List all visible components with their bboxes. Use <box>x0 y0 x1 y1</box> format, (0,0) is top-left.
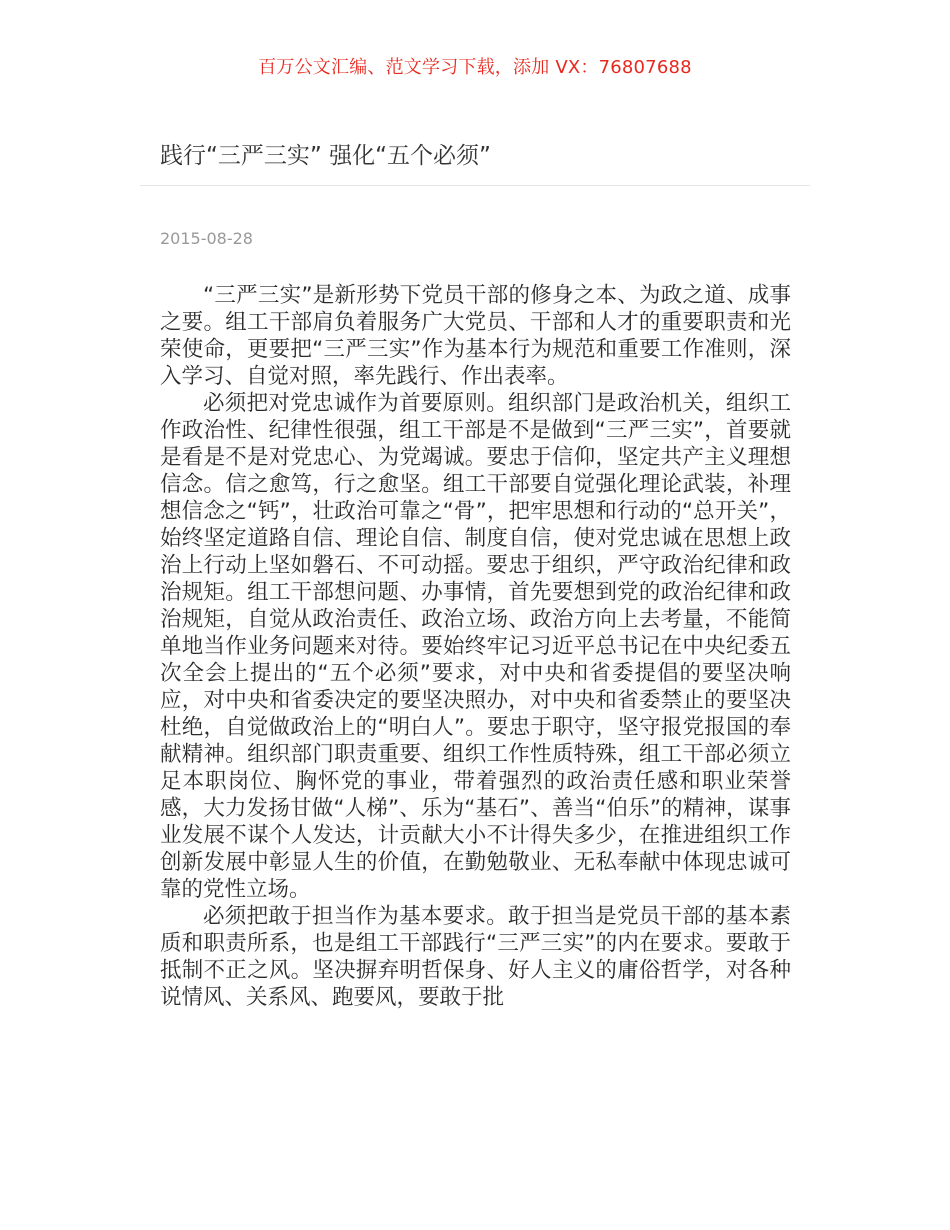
title-divider <box>140 185 810 186</box>
promo-banner: 百万公文汇编、范文学习下载，添加 VX：76807688 <box>258 57 692 78</box>
paragraph-loyalty: 必须把对党忠诚作为首要原则。组织部门是政治机关，组织工作政治性、纪律性很强，组工干部是不是做到“三严三实”，首要就是看是不是对党忠心、为党竭诚。要忠于信仰，坚定共产主义理想信念。信之愈笃，行之愈坚。组工干部要自觉强化理论武装，补理想信念之“钙”，壮政治可靠之“骨”，把牢思想和行动的“总开关”，始终坚定道路自信、理论自信、制度自信，使对党忠诚在思想上政治上行动上坚如磐石、不可动摇。要忠于组织，严守政治纪律和政治规矩。组工干部想问题、办事情，首先要想到党的政治纪律和政治规矩，自觉从政治责任、政治立场、政治方向上去考量，不能简单地当作业务问题来对待。要始终牢记习近平总书记在中央纪委五次全会上提出的“五个必须”要求，对中央和省委提倡的要坚决响应，对中央和省委决定的要坚决照办，对中央和省委禁止的要坚决杜绝，自觉做政治上的“明白人”。要忠于职守，坚守报党报国的奉献精神。组织部门职责重要、组织工作性质特殊，组工干部必须立足本职岗位、胸怀党的事业，带着强烈的政治责任感和职业荣誉感，大力发扬甘做“人梯”、乐为“基石”、善当“伯乐”的精神，谋事业发展不谋个人发达，计贡献大小不计得失多少，在推进组织工作创新发展中彰显人生的价值，在勤勉敬业、无私奉献中体现忠诚可靠的党性立场。 <box>160 391 791 902</box>
paragraph-intro: “三严三实”是新形势下党员干部的修身之本、为政之道、成事之要。组工干部肩负着服务广大党员、干部和人才的重要职责和光荣使命，更要把“三严三实”作为基本行为规范和重要工作准则，深入学习、自觉对照，率先践行、作出表率。 <box>160 283 791 389</box>
article-title: 践行“三严三实” 强化“五个必须” <box>160 143 491 169</box>
publish-date: 2015-08-28 <box>160 229 253 248</box>
paragraph-responsibility: 必须把敢于担当作为基本要求。敢于担当是党员干部的基本素质和职责所系，也是组工干部践行“三严三实”的内在要求。要敢于抵制不正之风。坚决摒弃明哲保身、好人主义的庸俗哲学，对各种说情风、关系风、跑要风，要敢于批 <box>160 904 791 1010</box>
article-body <box>160 282 791 1102</box>
